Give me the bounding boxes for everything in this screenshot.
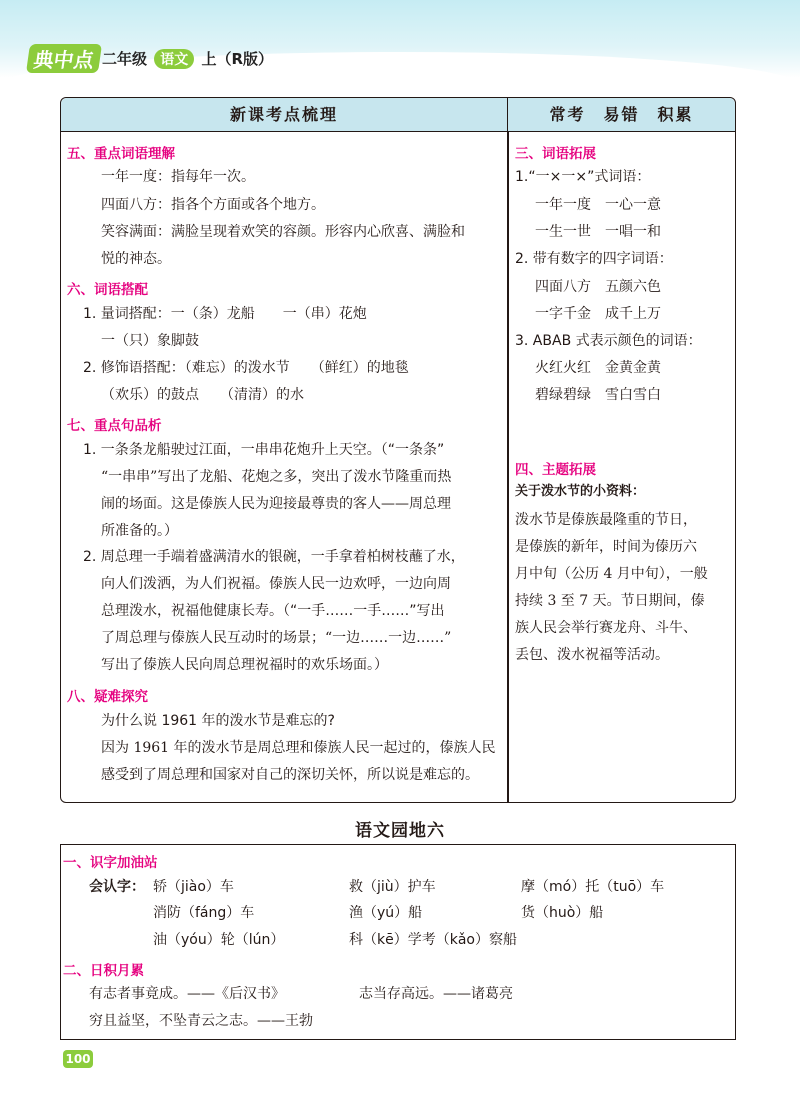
text-line: “一串串”写出了龙船、花炮之多，突出了泼水节隆重而热 (101, 469, 452, 485)
text-line: 月中旬（公历 4 月中旬），一般 (515, 566, 708, 582)
text-line: 碧绿碧绿 雪白雪白 (535, 387, 661, 403)
text-line: 2. 修饰语搭配：（难忘）的泼水节 （鲜红）的地毯 (83, 360, 409, 376)
text-line: 所准备的。） (101, 523, 178, 539)
text-line: 一年一度 一心一意 (535, 197, 661, 213)
vocab-item: 摩（mó）托（tuō）车 (521, 879, 665, 895)
text-line: 一生一世 一唱一和 (535, 224, 661, 240)
text-line: 为什么说 1961 年的泼水节是难忘的? (101, 713, 335, 729)
subject-badge: 语文 (154, 49, 194, 69)
text-line: 3. ABAB 式表示颜色的词语： (515, 333, 702, 349)
text-line: 感受到了周总理和国家对自己的深切关怀，所以说是难忘的。 (101, 767, 479, 783)
text-line: 持续 3 至 7 天。节日期间，傣 (515, 593, 705, 609)
book-header (102, 48, 273, 69)
left-panel-title: 新课考点梳理 (229, 105, 338, 124)
subheading: 关于泼水节的小资料： (515, 484, 646, 499)
study-notes-box (60, 97, 736, 803)
section-heading: 六、词语搭配 (67, 282, 148, 298)
text-line: 族人民会举行赛龙舟、斗牛、 (515, 620, 697, 636)
quote-line: 志当存高远。——诸葛亮 (359, 986, 513, 1002)
brand-logo: 典中点 (26, 44, 102, 73)
text-line: 1.“一×一×”式词语： (515, 169, 651, 185)
vocab-label: 会认字： (89, 879, 145, 895)
text-line: 1. 一条条龙船驶过江面，一串串花炮升上天空。（“一条条” (83, 442, 445, 458)
section-heading: 四、主题拓展 (515, 462, 596, 478)
text-line: （欢乐）的鼓点 （清清）的水 (101, 387, 304, 403)
right-panel-header (508, 98, 735, 132)
garden-title: 语文园地六 (355, 821, 445, 841)
text-line: 悦的神态。 (101, 251, 171, 267)
garden-box (60, 844, 736, 1040)
text-line: 了周总理与傣族人民互动时的场景；“一边……一边……” (101, 630, 452, 646)
vocab-item: 救（jiù）护车 (349, 879, 436, 895)
right-panel-title: 常考 易错 积累 (549, 105, 694, 124)
text-line: 闹的场面。这是傣族人民为迎接最尊贵的客人——周总理 (101, 496, 451, 512)
text-line: 写出了傣族人民向周总理祝福时的欢乐场面。） (101, 657, 388, 673)
quote-line: 有志者事竟成。——《后汉书》 (89, 986, 285, 1002)
term-label: 上（R版） (201, 50, 274, 68)
vocab-item: 科（kē）学考（kǎo）察船 (349, 932, 517, 948)
quote-line: 穷且益坚，不坠青云之志。——王勃 (89, 1013, 313, 1029)
section-heading: 二、日积月累 (63, 963, 144, 979)
vocab-item: 渔（yú）船 (349, 905, 423, 921)
text-line: 向人们泼洒，为人们祝福。傣族人民一边欢呼，一边向周 (101, 576, 451, 592)
text-line: 笑容满面：满脸呈现着欢笑的容颜。形容内心欣喜、满脸和 (101, 224, 465, 240)
vocab-item: 轿（jiào）车 (153, 879, 234, 895)
text-line: 2. 带有数字的四字词语： (515, 251, 673, 267)
section-heading: 八、疑难探究 (67, 689, 148, 705)
grade-label: 二年级 (102, 50, 148, 68)
section-heading: 三、词语拓展 (515, 146, 596, 162)
text-line: 丢包、泼水祝福等活动。 (515, 647, 669, 663)
text-line: 四面八方 五颜六色 (535, 279, 661, 295)
text-line: 是傣族的新年，时间为傣历六 (515, 539, 697, 555)
vocab-item: 油（yóu）轮（lún） (153, 932, 285, 948)
text-line: 2. 周总理一手端着盛满清水的银碗，一手拿着柏树枝蘸了水， (83, 549, 465, 565)
text-line: 四面八方：指各个方面或各个地方。 (101, 197, 325, 213)
text-line: 一字千金 成千上万 (535, 306, 661, 322)
vocab-item: 消防（fáng）车 (153, 905, 255, 921)
page-number: 100 (63, 1050, 93, 1068)
section-heading: 一、识字加油站 (63, 855, 158, 871)
text-line: 因为 1961 年的泼水节是周总理和傣族人民一起过的，傣族人民 (101, 740, 496, 756)
vocab-item: 货（huò）船 (521, 905, 604, 921)
left-panel-header (61, 98, 508, 132)
section-heading: 五、重点词语理解 (67, 146, 175, 162)
text-line: 总理泼水，祝福他健康长寿。（“一手……一手……”写出 (101, 603, 445, 619)
text-line: 泼水节是傣族最隆重的节日， (515, 512, 697, 528)
text-line: 一年一度：指每年一次。 (101, 169, 255, 185)
text-line: 一（只）象脚鼓 (101, 333, 199, 349)
text-line: 1. 量词搭配：一（条）龙船 一（串）花炮 (83, 306, 367, 322)
column-divider (507, 131, 509, 802)
text-line: 火红火红 金黄金黄 (535, 360, 661, 376)
section-heading: 七、重点句品析 (67, 418, 162, 434)
